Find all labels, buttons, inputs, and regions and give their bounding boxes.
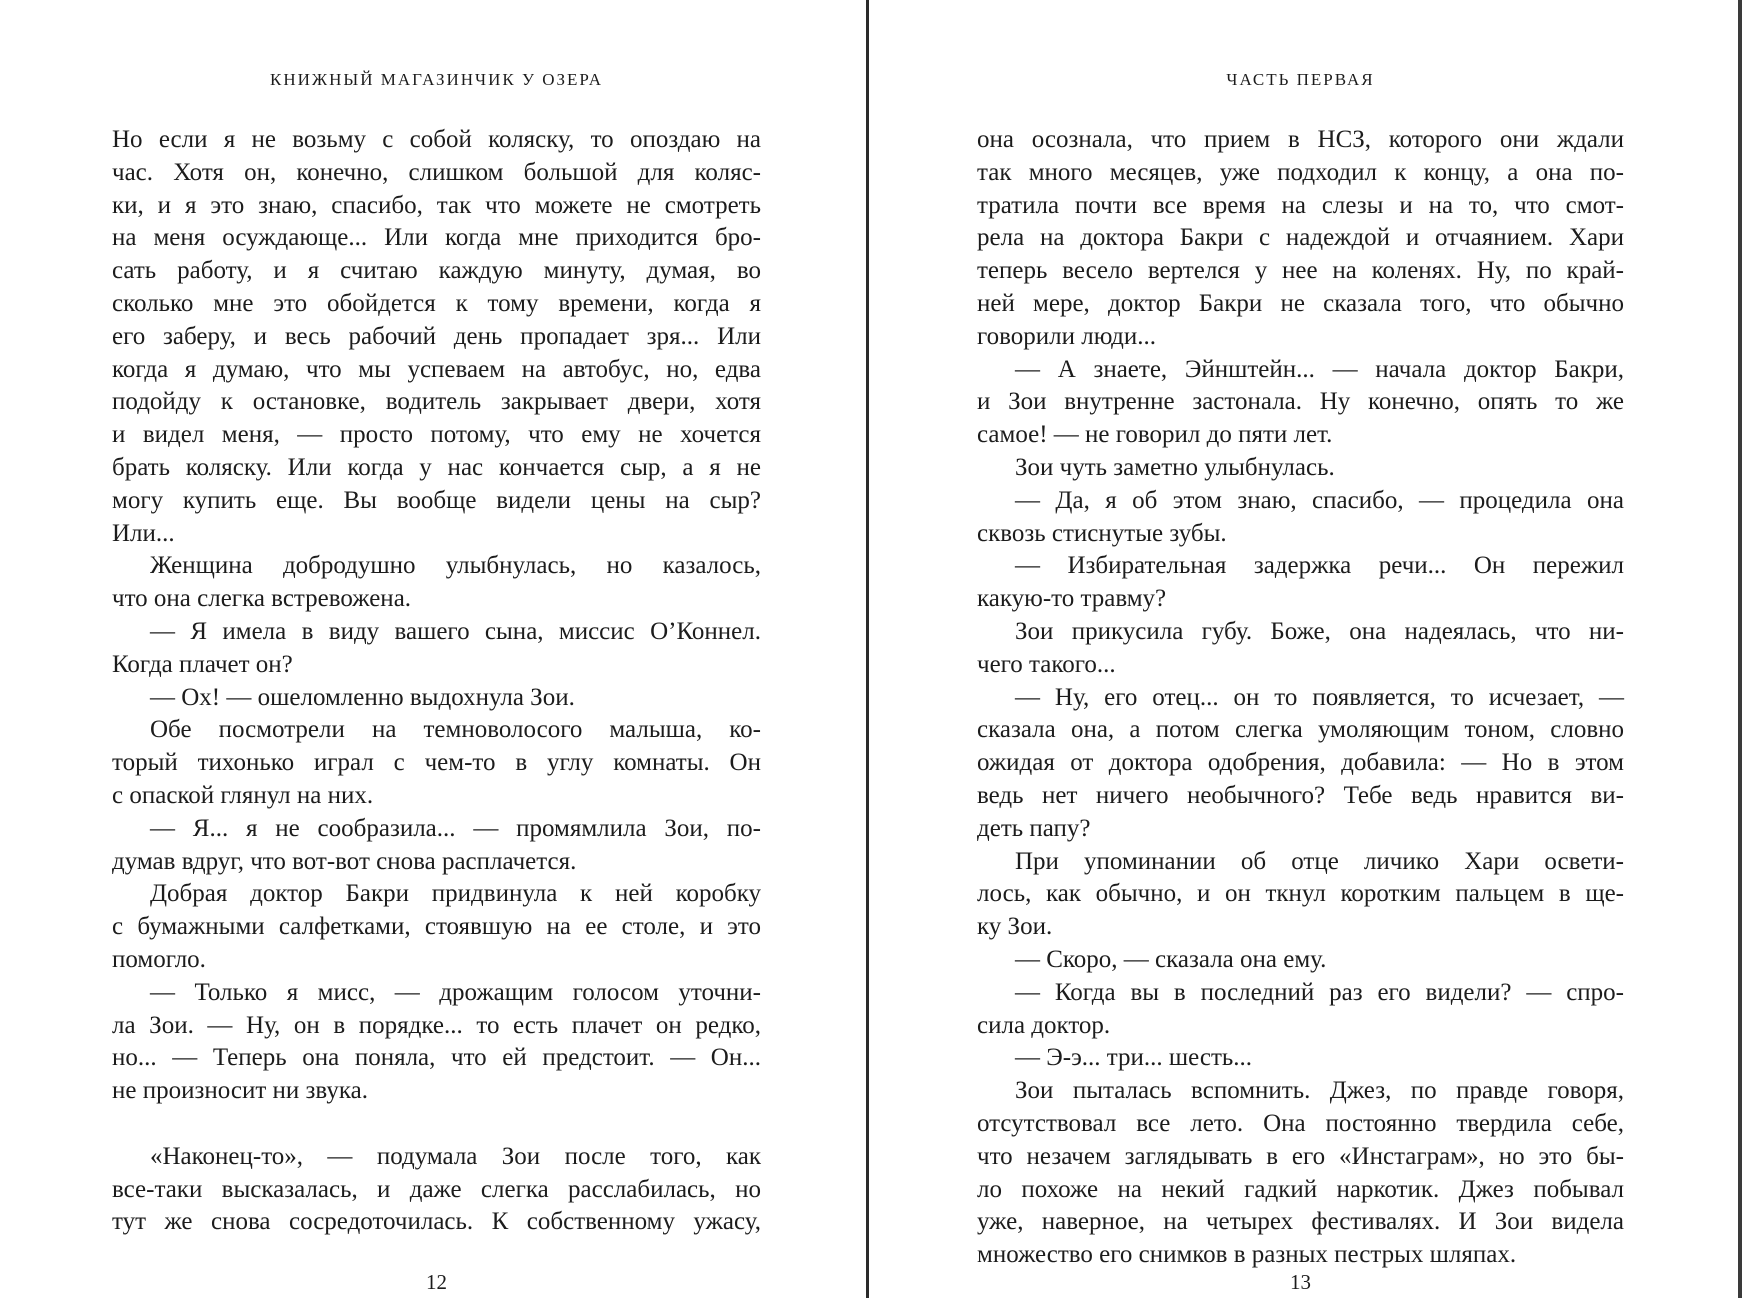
text-line: — Скоро, — сказала она ему. <box>1015 945 1327 973</box>
running-head-book-title: КНИЖНЫЙ МАГАЗИНЧИК У ОЗЕРА <box>270 70 603 89</box>
text-line: — Э-э... три... шесть... <box>1015 1044 1253 1072</box>
text-line: — Я имела в виду вашего сына, миссис О’Коннел. <box>150 617 761 645</box>
text-line: помогло. <box>112 945 206 973</box>
text-line: теперь весело вертелся у нее на коленях. Ну, по край- <box>977 257 1624 285</box>
text-line: отсутствовал все лето. Она постоянно твердила себе, <box>977 1109 1624 1137</box>
text-line: При упоминании об отце личико Хари освети- <box>1015 847 1624 875</box>
text-line: сколько мне это обойдется к тому времени, когда я <box>112 289 761 317</box>
text-line: уже, наверное, на четырех фестивалях. И Зои видела <box>977 1208 1624 1236</box>
text-line: подойду к остановке, водитель закрывает двери, хотя <box>112 388 761 416</box>
text-line: Зои прикусила губу. Боже, она надеялась, что ни- <box>1015 617 1624 645</box>
text-line: с опаской глянул на них. <box>112 781 374 809</box>
text-line: ку Зои. <box>977 913 1053 941</box>
text-line: она осознала, что прием в НСЗ, которого они ждали <box>977 126 1624 153</box>
text-line: какую-то травму? <box>977 585 1167 613</box>
text-line: ки, и я это знаю, спасибо, так что можете не смотреть <box>112 191 761 219</box>
text-line: все-таки высказалась, и даже слегка расслабилась, но <box>112 1175 761 1203</box>
text-line: Добрая доктор Бакри придвинула к ней коробку <box>150 880 761 908</box>
text-line: — А знаете, Эйнштейн... — начала доктор Бакри, <box>1015 355 1624 383</box>
text-line: с бумажными салфетками, стоявшую на ее столе, и это <box>112 913 761 941</box>
text-line: самое! — не говорил до пяти лет. <box>977 421 1333 449</box>
text-line: — Только я мисс, — дрожащим голосом уточни- <box>150 978 761 1006</box>
text-line: могу купить еще. Вы вообще видели цены на сыр? <box>112 486 761 514</box>
text-line: — Да, я об этом знаю, спасибо, — процедила она <box>1015 486 1624 514</box>
text-line: когда я думаю, что мы успеваем на автобус, но, едва <box>112 355 761 383</box>
text-line: деть папу? <box>977 814 1091 842</box>
text-line: что незачем заглядывать в его «Инстаграм», но это бы- <box>977 1142 1624 1170</box>
text-line: — Ох! — ошеломленно выдохнула Зои. <box>150 683 575 711</box>
text-line: Или... <box>112 519 175 547</box>
page-edge <box>1738 0 1742 1298</box>
text-line: Женщина добродушно улыбнулась, но казалось, <box>150 552 761 580</box>
text-line: Зои чуть заметно улыбнулась. <box>1015 453 1335 481</box>
page-number: 13 <box>1290 1270 1311 1294</box>
text-line: Но если я не возьму с собой коляску, то опоздаю на <box>112 126 761 153</box>
text-line: торый тихонько играл с чем-то в углу комнаты. Он <box>112 749 761 777</box>
page-number: 12 <box>426 1270 447 1294</box>
text-line: рела на доктора Бакри с надеждой и отчаянием. Хари <box>977 224 1624 252</box>
book-spine-divider <box>866 0 869 1298</box>
text-line: ло похоже на некий гадкий наркотик. Джез побывал <box>977 1175 1624 1203</box>
right-page <box>870 0 1738 1298</box>
text-line: тратила почти все время на слезы и на то, что смот- <box>977 191 1624 219</box>
text-line: ведь нет ничего необычного? Тебе ведь нравится ви- <box>977 781 1624 809</box>
text-line: сила доктор. <box>977 1011 1111 1039</box>
left-page <box>0 0 866 1298</box>
text-line: говорили люди... <box>977 322 1156 350</box>
text-line: лось, как обычно, и он ткнул коротким пальцем в ще- <box>977 880 1624 908</box>
text-line: но... — Теперь она поняла, что ей предстоит. — Он... <box>112 1044 761 1072</box>
body-text <box>977 124 1624 1272</box>
text-line: множество его снимков в разных пестрых шляпах. <box>977 1241 1517 1269</box>
text-line: сать работу, и я считаю каждую минуту, думая, во <box>112 257 761 285</box>
text-line: тут же снова сосредоточилась. К собственному ужасу, <box>112 1208 761 1236</box>
text-line: — Когда вы в последний раз его видели? — спро- <box>1015 978 1624 1006</box>
text-line: Зои пыталась вспомнить. Джез, по правде говоря, <box>1015 1077 1624 1105</box>
text-line: его заберу, и весь рабочий день пропадает зря... Или <box>112 322 761 350</box>
text-line: что она слегка встревожена. <box>112 585 412 613</box>
text-line: и видел меня, — просто потому, что ему не хочется <box>112 421 761 449</box>
text-line: на меня осуждающе... Или когда мне приходится бро- <box>112 224 761 252</box>
text-line <box>112 1108 761 1141</box>
text-line: и Зои внутренне застонала. Ну конечно, опять то же <box>977 388 1624 416</box>
text-line: час. Хотя он, конечно, слишком большой для коляс- <box>112 158 761 186</box>
text-line: «Наконец-то», — подумала Зои после того, как <box>150 1142 761 1170</box>
body-text <box>112 124 761 1239</box>
text-line: так много месяцев, уже подходил к концу, а она по- <box>977 158 1624 186</box>
text-line: Когда плачет он? <box>112 650 293 678</box>
text-line: сквозь стиснутые зубы. <box>977 519 1227 547</box>
text-line: ла Зои. — Ну, он в порядке... то есть плачет он редко, <box>112 1011 761 1039</box>
text-line: не произносит ни звука. <box>112 1077 368 1105</box>
text-line: ней мере, доктор Бакри не сказала того, что обычно <box>977 289 1624 317</box>
text-line: думав вдруг, что вот-вот снова расплачется. <box>112 847 577 875</box>
text-line: чего такого... <box>977 650 1116 678</box>
text-line: сказала она, а потом слегка умоляющим тоном, словно <box>977 716 1624 744</box>
text-line: брать коляску. Или когда у нас кончается сыр, а я не <box>112 453 761 481</box>
running-head-part-title: ЧАСТЬ ПЕРВАЯ <box>1226 70 1375 89</box>
text-line: — Избирательная задержка речи... Он пережил <box>1015 552 1624 580</box>
text-line: Обе посмотрели на темноволосого малыша, ко- <box>150 716 761 744</box>
text-line: — Ну, его отец... он то появляется, то исчезает, — <box>1015 683 1624 711</box>
text-line: ожидая от доктора одобрения, добавила: — Но в этом <box>977 749 1624 777</box>
text-line: — Я... я не сообразила... — промямлила Зои, по- <box>150 814 761 842</box>
